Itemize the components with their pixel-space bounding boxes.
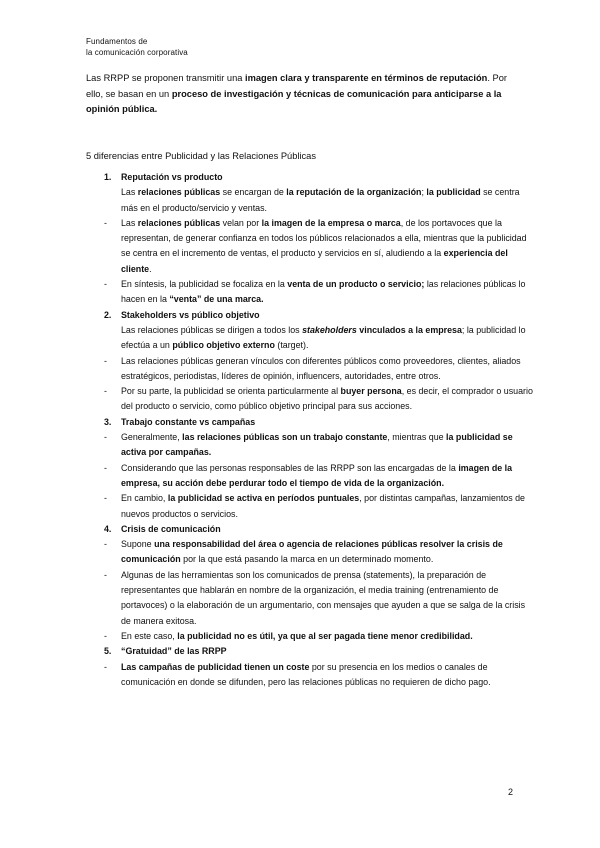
dash-marker: - [104, 279, 107, 290]
text: Las relaciones públicas generan vínculos con diferentes públicos como proveedores, clientes, aliados estratégicos, periodistas, líderes de opinión, influencers, autoridades, entre otros. [121, 355, 521, 381]
text: , es decir, el comprador o usuario del producto o servicio, como público objetivo principal para sus acciones. [121, 386, 533, 412]
dash-marker: - [104, 462, 107, 473]
list-item-heading [104, 308, 534, 323]
list-item-bullet [104, 568, 534, 629]
item-title: Crisis de comunicación [121, 523, 221, 534]
text-bold: la publicidad se activa en períodos puntuales [167, 493, 360, 504]
text: Algunas de las herramientas son los comunicados de prensa (statements), la preparación de representantes que hablarán en nombre de la organización, el media training (entrenamiento de portavoces) o la elaboración de un argumentario, con mensajes que ayuden a que se salga de la crisis de manera exitosa. [121, 569, 526, 626]
dash-marker: - [104, 217, 107, 228]
section-title: 5 diferencias entre Publicidad y las Relaciones Públicas [86, 151, 316, 161]
text-bold: la reputación de la organización [286, 187, 422, 198]
list-item-bullet [104, 660, 534, 691]
item-number: 2. [104, 309, 112, 320]
dash-marker: - [104, 386, 107, 397]
page-number: 2 [508, 787, 514, 797]
list-item-bullet [104, 430, 534, 461]
text: velan por [220, 217, 262, 228]
item-title: Reputación vs producto [121, 172, 223, 182]
intro-bold: proceso de investigación y técnicas de comunicación para anticiparse a la opinión pública. [86, 88, 502, 114]
item-number: 3. [104, 416, 112, 427]
text: por su presencia en los medios o canales de comunicación en donde se difunden, pero las relaciones públicas no requieren de dicho pago. [121, 661, 491, 687]
differences-list [104, 170, 534, 690]
header-line-1: Fundamentos de [86, 37, 148, 46]
dash-marker: - [104, 661, 107, 672]
text-bold: vinculados a la empresa [356, 324, 462, 335]
text: las relaciones públicas lo hacen en la [121, 279, 526, 305]
text-bold-italic: stakeholders [302, 324, 357, 335]
list-item-heading [104, 170, 534, 185]
text: Por su parte, la publicidad se orienta particularmente al [121, 386, 341, 397]
text: En síntesis, la publicidad se focaliza en la [121, 279, 288, 290]
text: se encargan de [220, 187, 287, 198]
text: por la que está pasando la marca en un determinado momento. [180, 554, 434, 565]
list-item-bullet [104, 384, 534, 415]
text-bold: venta de un producto o servicio; [287, 279, 425, 290]
header-line-2: la comunicación corporativa [86, 48, 188, 57]
text-bold: relaciones públicas [137, 217, 221, 228]
list-item-paragraph [104, 323, 534, 354]
list-item-heading [104, 522, 534, 537]
item-title: “Gratuidad” de las RRPP [121, 646, 227, 657]
text-bold: la publicidad [426, 187, 481, 198]
list-item-heading [104, 644, 534, 659]
text: ; [421, 187, 427, 198]
text-bold: experiencia del cliente [121, 248, 508, 274]
text: ; la publicidad lo efectúa a un [121, 324, 526, 351]
list-item-heading [104, 415, 534, 430]
intro-paragraph [86, 71, 526, 118]
text-bold: una responsabilidad del área o agencia de relaciones públicas resolver la crisis de comunicación [121, 539, 503, 565]
text: Generalmente, [121, 432, 183, 443]
text: En este caso, [121, 630, 178, 641]
intro-text: Las RRPP se proponen transmitir una [86, 73, 245, 83]
text: Las [121, 187, 138, 198]
intro-bold: imagen clara y transparente en términos de reputación [245, 73, 488, 83]
list-item-bullet [104, 537, 534, 568]
text-bold: la publicidad se activa por campañas. [121, 432, 513, 458]
text-bold: “venta” de una marca. [169, 294, 264, 305]
document-header [86, 36, 188, 58]
dash-marker: - [104, 493, 107, 504]
list-item-bullet [104, 461, 534, 492]
text: Las [121, 217, 138, 228]
text: (target). [274, 340, 309, 351]
text: , mientras que [387, 432, 447, 443]
item-title: Trabajo constante vs campañas [121, 416, 256, 427]
text-bold: buyer persona [340, 386, 402, 397]
item-number: 4. [104, 523, 112, 534]
text: En cambio, [121, 493, 168, 504]
list-item-paragraph [104, 185, 534, 216]
item-title: Stakeholders vs público objetivo [121, 309, 260, 320]
text: Considerando que las personas responsables de las RRPP son las encargadas de la [121, 462, 459, 473]
dash-marker: - [104, 569, 107, 580]
list-item-bullet [104, 491, 534, 522]
text-bold: público objetivo externo [172, 340, 275, 351]
list-item-bullet [104, 277, 534, 308]
dash-marker: - [104, 355, 107, 366]
text-bold: Las campañas de publicidad tienen un coste [121, 661, 310, 672]
text: , por distintas campañas, lanzamientos de nuevos productos o servicios. [121, 493, 525, 519]
text: Las relaciones públicas se dirigen a todos los [121, 324, 303, 335]
item-number: 5. [104, 646, 112, 657]
dash-marker: - [104, 432, 107, 443]
text-bold: imagen de la empresa, su acción debe perdurar todo el tiempo de vida de la organización. [121, 462, 513, 488]
list-item-bullet [104, 629, 534, 644]
text-bold: la publicidad no es útil, ya que al ser pagada tiene menor credibilidad. [177, 630, 473, 641]
text: se centra más en el producto/servicio y ventas. [121, 187, 520, 213]
item-number: 1. [104, 172, 112, 182]
list-item-bullet [104, 216, 534, 277]
text-bold: la imagen de la empresa o marca [261, 217, 401, 228]
dash-marker: - [104, 539, 107, 550]
text: , de los portavoces que la representan, de generar confianza en todos los públicos relacionados a ella, mientras que la publicidad se centra en el incremento de ventas, el producto y servicios en sí, aludiendo a la [121, 217, 527, 259]
text: . [149, 263, 152, 274]
text: Supone [121, 539, 155, 550]
text-bold: las relaciones públicas son un trabajo constante [182, 432, 388, 443]
text-bold: relaciones públicas [137, 187, 221, 198]
dash-marker: - [104, 630, 107, 641]
list-item-bullet [104, 354, 534, 385]
intro-text: . Por ello, se basan en un [86, 73, 507, 99]
